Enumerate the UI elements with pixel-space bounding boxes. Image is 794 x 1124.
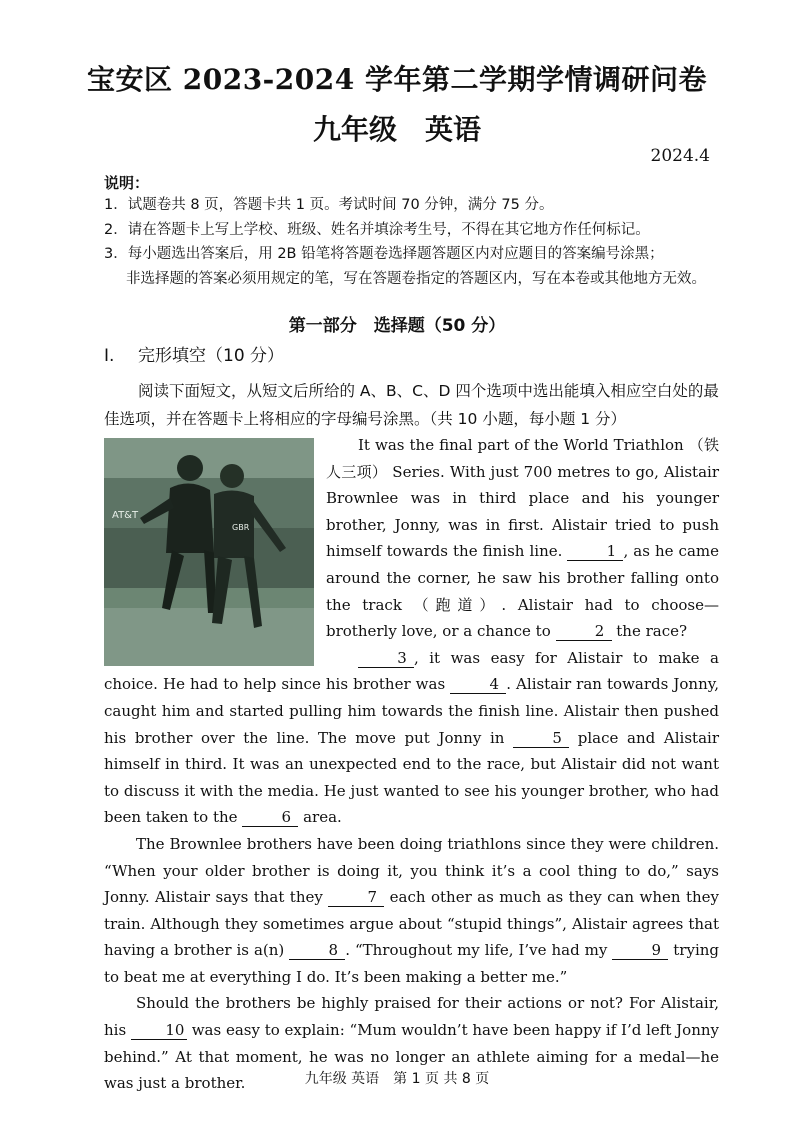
bib-left-text: AT&T (112, 510, 139, 521)
exam-title: 宝安区 2023-2024 学年第二学期学情调研问卷 (87, 63, 707, 96)
blank-10: 10 (131, 1021, 187, 1040)
passage-text: area. (298, 808, 342, 827)
passage-text: was easy to explain: “Mum wouldn’t have been happy if I’d left Jonny behind.” At that moment, he was no longer an athlete aiming for a medal—he was just a brother. (104, 1021, 719, 1093)
instruction-item: 1．试题卷共 8 页，答题卡共 1 页。考试时间 70 分钟，满分 75 分。 (104, 197, 554, 213)
passage-text: each other as much as they can when they train. Although they sometimes argue about “stupid things”, Alistair agrees that having a brother is a(n) (104, 888, 719, 960)
passage-text: Should the brothers be highly praised for their actions or not? For Alistair, his (104, 994, 719, 1040)
instruction-item: 3．每小题选出答案后，用 2B 铅笔将答题卷选择题答题区内对应题目的答案编号涂黑； (104, 246, 664, 262)
task-instruction: 阅读下面短文，从短文后所给的 A、B、C、D 四个选项中选出能填入相应空白处的最佳选项，并在答题卡上将相应的字母编号涂黑。（共 10 小题，每小题 1 分） (104, 382, 719, 428)
passage-text: , it was easy for Alistair to make a choice. He had to help since his brother was (104, 648, 719, 694)
cloze-passage (104, 432, 719, 1097)
instructions-list (104, 193, 724, 291)
exam-subtitle: 九年级 英语 (312, 113, 481, 146)
section-heading (104, 341, 284, 366)
blank-2: 2 (556, 622, 612, 641)
instruction-item: 非选择题的答案必须用规定的笔，写在答题卷指定的答题区内，写在本卷或其他地方无效。 (126, 270, 706, 287)
blank-8: 8 (289, 941, 345, 960)
passage-paragraph-3 (104, 831, 719, 991)
blank-3: 3 (358, 649, 414, 668)
section-number: I. (104, 346, 115, 366)
exam-date: 2024.4 (650, 146, 710, 166)
bib-right-text: GBR (232, 523, 250, 532)
passage-text: . “Throughout my life, I’ve had my (345, 941, 613, 960)
photo-spacer (104, 432, 326, 668)
blank-1: 1 (567, 542, 623, 561)
passage-text: place and Alistair himself in third. It was an unexpected end to the race, but Alistair did not want to discuss it with the media. He just wanted to see his younger brother, who had been taken to the (104, 728, 719, 827)
blank-7: 7 (328, 888, 384, 907)
passage-text: , as he came around the corner, he saw his brother falling onto the track （跑道）. Alistair had to choose—brotherly love, or a chance to (326, 542, 719, 641)
passage-text: . Alistair ran towards Jonny, caught him and started pulling him towards the finish line. Alistair then pushed his brother over the line. The move put Jonny in (104, 675, 719, 747)
passage-text: trying to beat me at everything I do. It’s been making a better me.” (104, 941, 720, 986)
blank-4: 4 (450, 675, 506, 694)
passage-text: The Brownlee brothers have been doing triathlons since they were children. “When your older brother is doing it, you think it’s a cool thing to do,” says Jonny. Alistair says that they (104, 834, 719, 907)
page-footer: 九年级 英语 第 1 页 共 8 页 (304, 1071, 490, 1087)
instruction-item: 2．请在答题卡上写上学校、班级、姓名并填涂考生号，不得在其它地方作任何标记。 (104, 221, 650, 238)
passage-text: It was the final part of the World Triathlon （铁人三项） Series. With just 700 metres to go, Alistair Brownlee was in third place and his younger brother, Jonny, was in first. Alistair tried to push himself towards the finish line. (326, 436, 719, 561)
passage-paragraph-2 (104, 645, 719, 831)
passage-text: the race? (611, 622, 688, 641)
instructions-heading: 说明： (104, 174, 150, 192)
section-title: 完形填空（10 分） (138, 346, 285, 366)
blank-6: 6 (242, 808, 298, 827)
blank-9: 9 (612, 941, 668, 960)
blank-5: 5 (513, 729, 569, 748)
part-heading: 第一部分 选择题（50 分） (288, 316, 506, 336)
